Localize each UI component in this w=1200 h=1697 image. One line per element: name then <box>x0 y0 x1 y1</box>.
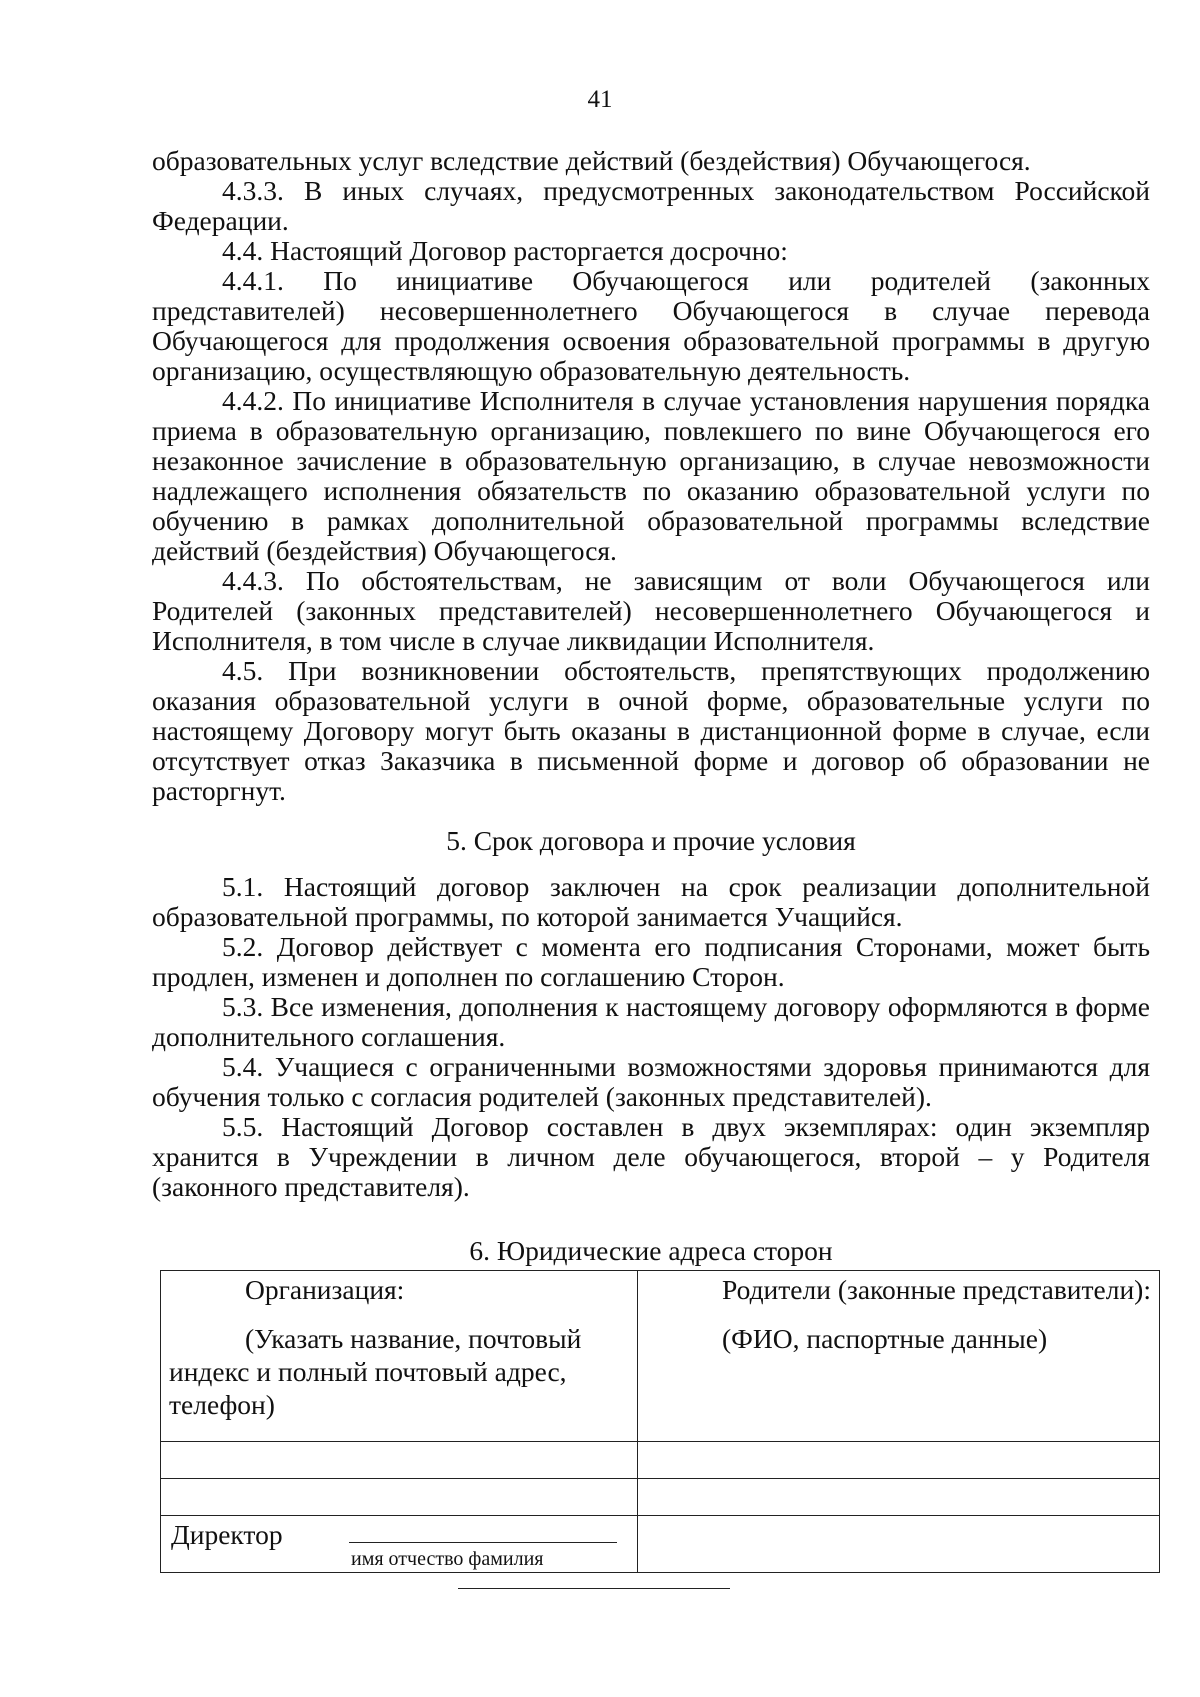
blank-cell <box>638 1479 1160 1516</box>
blank-cell <box>161 1479 638 1516</box>
clause-paragraph: образовательных услуг вследствие действий (бездействия) Обучающегося. <box>152 145 1031 176</box>
signature-line <box>349 1542 617 1543</box>
signature-row <box>161 1516 1160 1573</box>
clauses-section-4 <box>152 146 1150 806</box>
clause-paragraph: 4.4.1. По инициативе Обучающегося или родителей (законных представителей) несовершеннолетнего Обучающегося в случае перевода Обучающегося для продолжения освоения образовательной программы в другую организацию, осуществляющую образовательную деятельность. <box>152 265 1150 386</box>
clause-paragraph: 5.4. Учащиеся с ограниченными возможностями здоровья принимаются для обучения только с согласия родителей (законных представителей). <box>152 1051 1150 1112</box>
parents-cell <box>638 1271 1160 1442</box>
organization-hint: (Указать название, почтовый индекс и полный почтовый адрес, телефон) <box>169 1323 582 1420</box>
blank-cell <box>638 1442 1160 1479</box>
organization-heading: Организация: <box>245 1274 405 1305</box>
clause-paragraph: 5.3. Все изменения, дополнения к настоящему договору оформляются в форме дополнительного соглашения. <box>152 991 1150 1052</box>
clauses-section-5 <box>152 872 1150 1202</box>
clause-paragraph: 5.2. Договор действует с момента его подписания Сторонами, может быть продлен, изменен и дополнен по соглашению Сторон. <box>152 931 1150 992</box>
footer-rule <box>458 1588 730 1589</box>
signature-caption: имя отчество фамилия <box>351 1548 544 1570</box>
parents-hint: (ФИО, паспортные данные) <box>722 1323 1048 1354</box>
addresses-table <box>160 1270 1160 1573</box>
director-label: Директор <box>171 1519 283 1550</box>
clause-paragraph: 4.4.2. По инициативе Исполнителя в случае установления нарушения порядка приема в образовательную организацию, повлекшего по вине Обучающегося его незаконное зачисление в образовательную организацию, в случае невозможности надлежащего исполнения обязательств по оказанию образовательной услуги по обучению в рамках дополнительной образовательной программы вследствие действий (бездействия) Обучающегося. <box>152 385 1150 566</box>
blank-row <box>161 1442 1160 1479</box>
blank-cell <box>161 1442 638 1479</box>
blank-row <box>161 1479 1160 1516</box>
organization-cell <box>161 1271 638 1442</box>
director-cell <box>161 1516 638 1573</box>
document-body <box>152 146 1150 1573</box>
parents-heading: Родители (законные представители): <box>722 1274 1151 1305</box>
page-number: 41 <box>587 86 613 113</box>
parents-signature-cell <box>638 1516 1160 1573</box>
clause-paragraph: 5.5. Настоящий Договор составлен в двух экземплярах: один экземпляр хранится в Учреждении в личном деле обучающегося, второй – у Родителя (законного представителя). <box>152 1111 1150 1202</box>
section-6-heading: 6. Юридические адреса сторон <box>469 1235 833 1266</box>
director-signature-block <box>169 1516 629 1572</box>
addresses-header-row <box>161 1271 1160 1442</box>
clause-paragraph: 4.4. Настоящий Договор расторгается досрочно: <box>222 235 788 266</box>
clause-paragraph: 4.5. При возникновении обстоятельств, препятствующих продолжению оказания образовательной услуги в очной форме, образовательные услуги по настоящему Договору могут быть оказаны в дистанционной форме в случае, если отсутствует отказ Заказчика в письменной форме и договор об образовании не расторгнут. <box>152 655 1150 806</box>
clause-paragraph: 4.4.3. По обстоятельствам, не зависящим от воли Обучающегося или Родителей (законных представителей) несовершеннолетнего Обучающегося и Исполнителя, в том числе в случае ликвидации Исполнителя. <box>152 565 1150 656</box>
clause-paragraph: 4.3.3. В иных случаях, предусмотренных законодательством Российской Федерации. <box>152 175 1150 236</box>
section-5-heading: 5. Срок договора и прочие условия <box>446 825 856 856</box>
clause-paragraph: 5.1. Настоящий договор заключен на срок реализации дополнительной образовательной программы, по которой занимается Учащийся. <box>152 871 1150 932</box>
